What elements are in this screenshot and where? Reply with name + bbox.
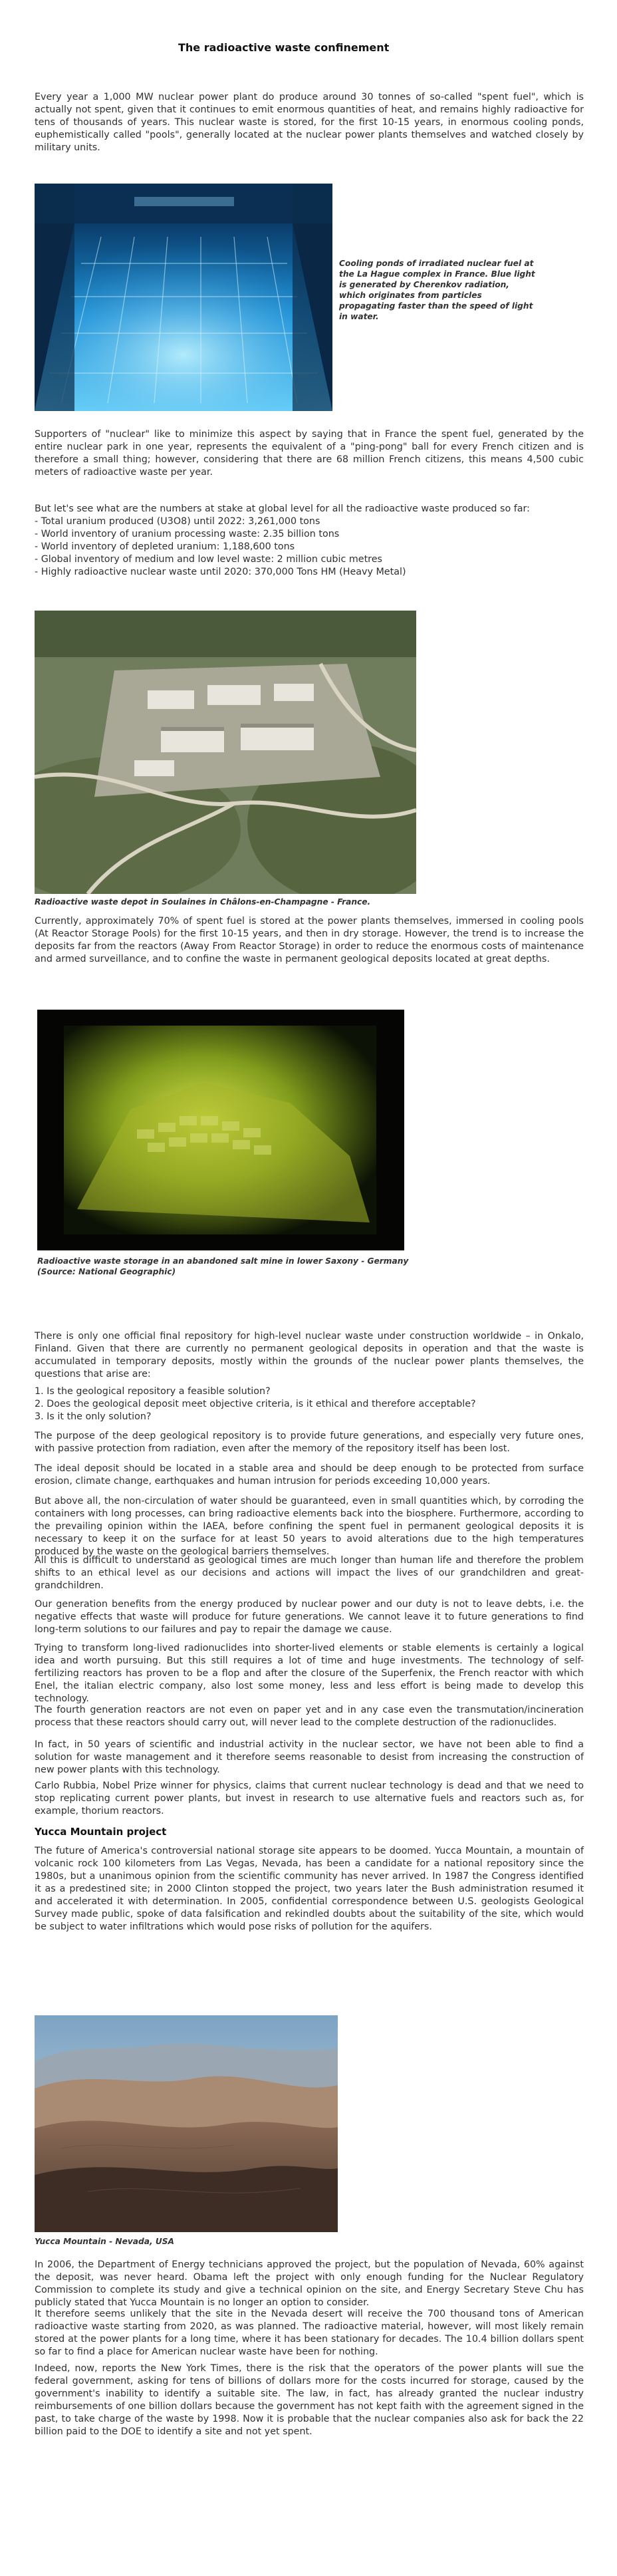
salt-mine-photo (37, 1010, 404, 1250)
onkalo-paragraph: There is only one official final repository for high-level nuclear waste under construction worldwide – in Onkalo, Finland. Given that there are currently no permanent geological deposits in operation and that the waste is accumulated in temporary deposits, mostly within the grounds of the nuclear power plants themselves, the questions that arise are: (35, 1331, 584, 1379)
water-paragraph: But above all, the non-circulation of water should be guaranteed, even in small quantities which, by corroding the containers with long processes, can bring radioactive elements back into the biosphere. Furthermore, according to the prevailing opinion within the IAEA, before confining the spent fuel in permanent geological deposits it is necessary to keep it on the surface for at least 50 years to avoid alterations due to the high temperatures produced by the waste on the geological barriers themselves. (35, 1496, 584, 1557)
stats-intro: But let's see what are the numbers at stake at global level for all the radioactive waste produced so far: (35, 503, 530, 514)
soulaines-caption: Radioactive waste depot in Soulaines in Châlons-en-Champagne - France. (35, 897, 371, 907)
rubbia-paragraph: Carlo Rubbia, Nobel Prize winner for physics, claims that current nuclear technology is dead and that we need to stop replicating current power plants, but invest in research to use alternative fuels and reactors such as, for example, thorium reactors. (35, 1781, 584, 1816)
stat-item: - World inventory of uranium processing waste: 2.35 billion tons (35, 529, 340, 539)
yucca-caption: Yucca Mountain - Nevada, USA (35, 2237, 174, 2246)
salt-mine-caption (37, 1256, 436, 1277)
ideal-deposit-paragraph: The ideal deposit should be located in a stable area and should be deep enough to be protected from surface erosion, climate change, earthquakes and human intrusion for periods exceeding 10,000 years. (35, 1463, 584, 1487)
fourth-generation-paragraph: The fourth generation reactors are not even on paper yet and in any case even the transmutation/incineration process that these reactors should carry out, will never lead to the complete destruction of the radionuclides. (35, 1705, 584, 1728)
cooling-pond-caption: Cooling ponds of irradiated nuclear fuel at the La Hague complex in France. Blue light is generated by Cherenkov radiation, which originates from particles propagating faster than the speed of light in water. (339, 259, 535, 321)
difficult-paragraph: All this is difficult to understand as geological times are much longer than human life and therefore the problem shifts to an ethical level as our decisions and actions will impact the lives of our grandchildren and great-grandchildren. (35, 1555, 584, 1591)
stat-item: - World inventory of depleted uranium: 1,188,600 tons (35, 541, 295, 552)
new-york-times-paragraph: Indeed, now, reports the New York Times, there is the risk that the operators of the power plants will sue the federal government, asking for tens of billions of dollars more for the costs incurred for storage, caused by the government's inability to identify a suitable site. The law, in fact, has already granted the nuclear industry reimbursements of one billion dollars because the government has not kept faith with the agreement signed in the past, to take charge of the waste by 1998. Now it is probable that the nuclear companies also ask for back the 22 billion paid to the DOE to identify a site and not yet spent. (35, 2363, 584, 2437)
purpose-paragraph: The purpose of the deep geological repository is to provide future generations, and especially very future ones, with passive protection from radiation, even after the memory of the repository itself has been lost. (35, 1431, 584, 1454)
generation-paragraph: Our generation benefits from the energy produced by nuclear power and our duty is not to leave debts, i.e. the negative effects that waste will produce for future generations. We cannot leave it to future generations to find long-term solutions to our failures and pay to repair the damage we cause. (35, 1599, 584, 1635)
stat-item: - Highly radioactive nuclear waste until 2020: 370,000 Tons HM (Heavy Metal) (35, 567, 406, 577)
stats-block (35, 503, 580, 579)
yucca-paragraph: The future of America's controversial national storage site appears to be doomed. Yucca Mountain, a mountain of volcanic rock 100 kilometers from Las Vegas, Nevada, has been a candidate for a national repository since the 1980s, but a unanimous opinion from the scientific community has never arrived. In 1987 the Congress identified it as a predestined site; in 2000 Clinton stopped the project, two years later the Bush administration resumed it and accelerated it with determination. In 2005, confidential correspondence between U.S. geologists Geological Survey made public, spoke of data falsification and rekindled doubts about the suitability of the site, which would be subject to water infiltrations which would pose risks of pollution for the aquifers. (35, 1846, 584, 1932)
question-item: 2. Does the geological deposit meet objective criteria, is it ethical and therefore acceptable? (35, 1399, 476, 1409)
soulaines-depot-photo (35, 611, 416, 894)
year-2006-paragraph: In 2006, the Department of Energy technicians approved the project, but the population of Nevada, 60% against the deposit, was never heard. Obama left the project with only enough funding for the Nuclear Regulatory Commission to complete its study and give a technical opinion on the site, and Energy Secretary Steve Chu has publicly stated that Yucca Mountain is no longer an option to consider. (35, 2259, 584, 2308)
supporters-paragraph: Supporters of "nuclear" like to minimize this aspect by saying that in France the spent fuel, generated by the entire nuclear park in one year, represents the equivalent of a "ping-pong" ball for every French citizen and is therefore a small thing; however, considering that there are 68 million French citizens, this means 4,500 cubic meters of radioactive waste per year. (35, 429, 584, 478)
currently-paragraph: Currently, approximately 70% of spent fuel is stored at the power plants themselves, immersed in cooling pools (At Reactor Storage Pools) for the first 10-15 years, and then in dry storage. However, the trend is to increase the deposits far from the reactors (Away From Reactor Storage) in order to reduce the enormous costs of maintenance and armed surveillance, and to confine the waste in permanent geological deposits located at great depths. (35, 916, 584, 964)
page-title: The radioactive waste confinement (178, 41, 390, 54)
fifty-years-paragraph: In fact, in 50 years of scientific and industrial activity in the nuclear sector, we have not been able to find a solution for waste management and it therefore seems reasonable to desist from increasing the construction of new power plants with this technology. (35, 1739, 584, 1775)
question-item: 3. Is it the only solution? (35, 1411, 152, 1422)
transform-paragraph: Trying to transform long-lived radionuclides into shorter-lived elements or stable elements is certainly a logical idea and worth pursuing. But this still requires a lot of time and huge investments. The technology of self-fertilizing reactors has proven to be a flop and after the closure of the Superfenix, the French reactor with which Enel, the italian electric company, also lost some money, less and less effort is being made to develop this technology. (35, 1643, 584, 1704)
salt-mine-caption-source: (Source: National Geographic) (37, 1267, 176, 1276)
questions-list (35, 1385, 580, 1423)
stat-item: - Global inventory of medium and low level waste: 2 million cubic metres (35, 554, 382, 565)
intro-paragraph: Every year a 1,000 MW nuclear power plant do produce around 30 tonnes of so-called "spent fuel", which is actually not spent, given that it continues to emit enormous quantities of heat, and remains highly radioactive for tens of thousands of years. This nuclear waste is stored, for the first 10-15 years, in enormous cooling ponds, euphemistically called "pools", generally located at the nuclear power plants themselves and watched closely by military units. (35, 92, 584, 153)
question-item: 1. Is the geological repository a feasible solution? (35, 1386, 271, 1397)
stat-item: - Total uranium produced (U3O8) until 2022: 3,261,000 tons (35, 516, 320, 527)
unlikely-paragraph: It therefore seems unlikely that the site in the Nevada desert will receive the 700 thousand tons of American radioactive waste starting from 2020, as was planned. The radioactive material, however, will most likely remain stored at the power plants for a long time, where it has been stationary for decades. The 10.4 billion dollars spent so far to find a place for American nuclear waste have been for nothing. (35, 2309, 584, 2357)
salt-mine-caption-line: Radioactive waste storage in an abandoned salt mine in lower Saxony - Germany (37, 1256, 409, 1266)
cooling-pond-photo (35, 184, 332, 411)
yucca-mountain-photo (35, 2015, 338, 2232)
yucca-heading: Yucca Mountain project (35, 1826, 167, 1838)
